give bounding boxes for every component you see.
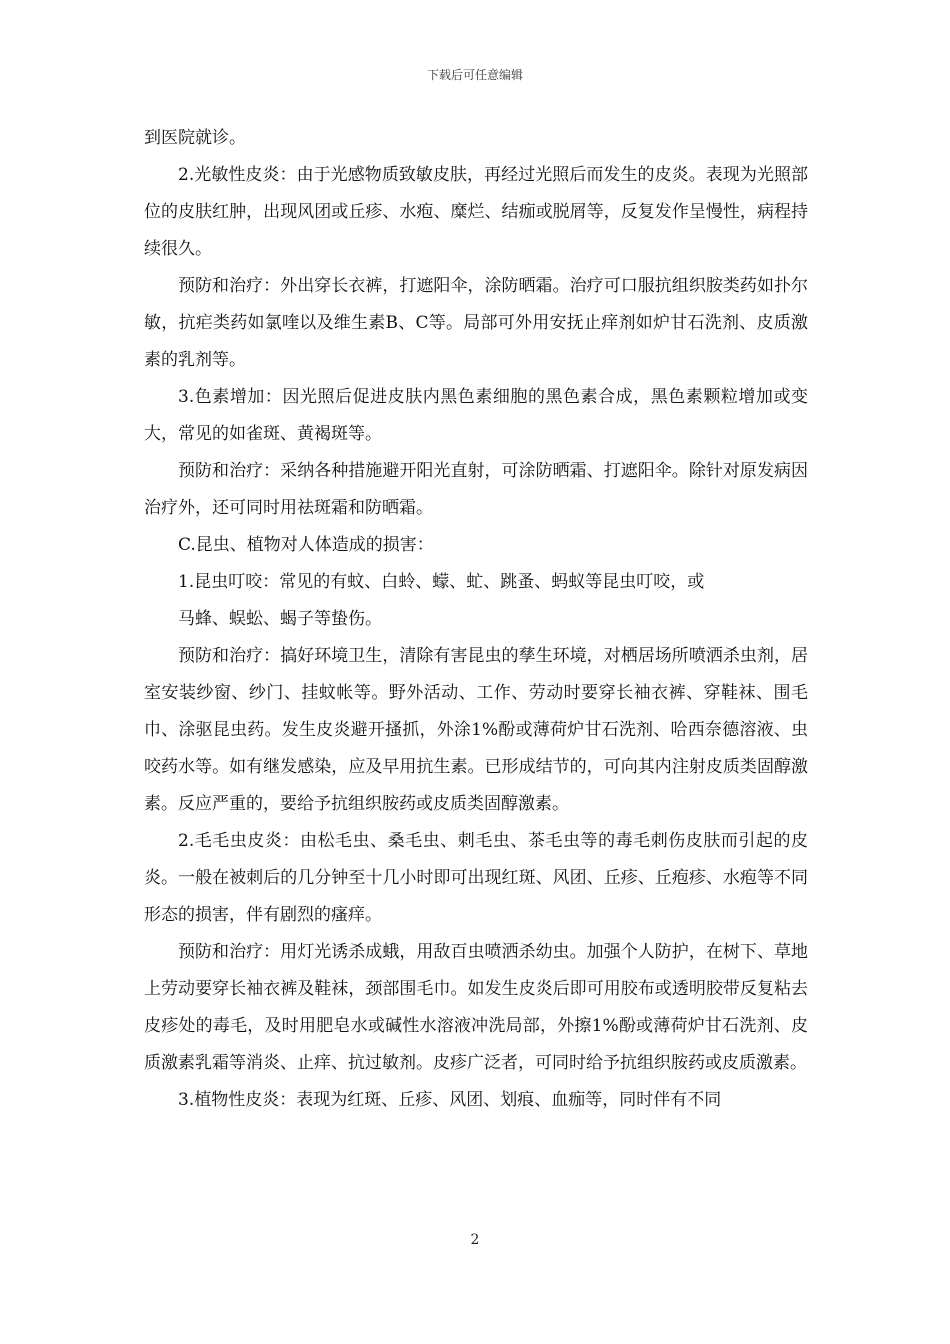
paragraph: 2.毛毛虫皮炎：由松毛虫、桑毛虫、刺毛虫、茶毛虫等的毒毛刺伤皮肤而引起的皮炎。一般在被刺后的几分钟至十几小时即可出现红斑、风团、丘疹、丘疱疹、水疱等不同形态的损害，伴有剧烈的瘙痒。 [144, 831, 808, 925]
paragraph: 预防和治疗：外出穿长衣裤，打遮阳伞，涂防晒霜。治疗可口服抗组织胺类药如扑尔敏，抗疟类药如氯喹以及维生素B、C等。局部可外用安抚止痒剂如炉甘石洗剂、皮质激素的乳剂等。 [144, 276, 808, 370]
paragraph: 3.色素增加：因光照后促进皮肤内黑色素细胞的黑色素合成，黑色素颗粒增加或变大，常见的如雀斑、黄褐斑等。 [144, 387, 808, 444]
paragraph: 到医院就诊。 [144, 128, 246, 148]
section-heading: C.昆虫、植物对人体造成的损害： [178, 535, 434, 555]
paragraph: 1.昆虫叮咬：常见的有蚊、白蛉、蠓、虻、跳蚤、蚂蚁等昆虫叮咬，或 [178, 572, 705, 592]
paragraph: 2.光敏性皮炎：由于光感物质致敏皮肤，再经过光照后而发生的皮炎。表现为光照部位的皮肤红肿，出现风团或丘疹、水疱、糜烂、结痂或脱屑等，反复发作呈慢性，病程持续很久。 [144, 165, 808, 259]
paragraph: 马蜂、蜈蚣、蝎子等蛰伤。 [178, 609, 382, 629]
paragraph: 3.植物性皮炎：表现为红斑、丘疹、风团、划痕、血痂等，同时伴有不同 [178, 1090, 722, 1110]
page-number: 2 [470, 1232, 480, 1248]
document-body [144, 120, 808, 1119]
page-header: 下载后可任意编辑 [426, 68, 523, 82]
paragraph: 预防和治疗：采纳各种措施避开阳光直射，可涂防晒霜、打遮阳伞。除针对原发病因治疗外，还可同时用祛斑霜和防晒霜。 [144, 461, 808, 518]
paragraph: 预防和治疗：用灯光诱杀成蛾，用敌百虫喷洒杀幼虫。加强个人防护，在树下、草地上劳动要穿长袖衣裤及鞋袜，颈部围毛巾。如发生皮炎后即可用胶布或透明胶带反复粘去皮疹处的毒毛，及时用肥皂水或碱性水溶液冲洗局部，外擦1%酚或薄荷炉甘石洗剂、皮质激素乳霜等消炎、止痒、抗过敏剂。皮疹广泛者，可同时给予抗组织胺药或皮质激素。 [144, 942, 808, 1073]
paragraph: 预防和治疗：搞好环境卫生，清除有害昆虫的孳生环境，对栖居场所喷洒杀虫剂，居室安装纱窗、纱门、挂蚊帐等。野外活动、工作、劳动时要穿长袖衣裤、穿鞋袜、围毛巾、涂驱昆虫药。发生皮炎避开搔抓，外涂1%酚或薄荷炉甘石洗剂、哈西奈德溶液、虫咬药水等。如有继发感染，应及早用抗生素。已形成结节的，可向其内注射皮质类固醇激素。反应严重的，要给予抗组织胺药或皮质类固醇激素。 [144, 646, 808, 814]
